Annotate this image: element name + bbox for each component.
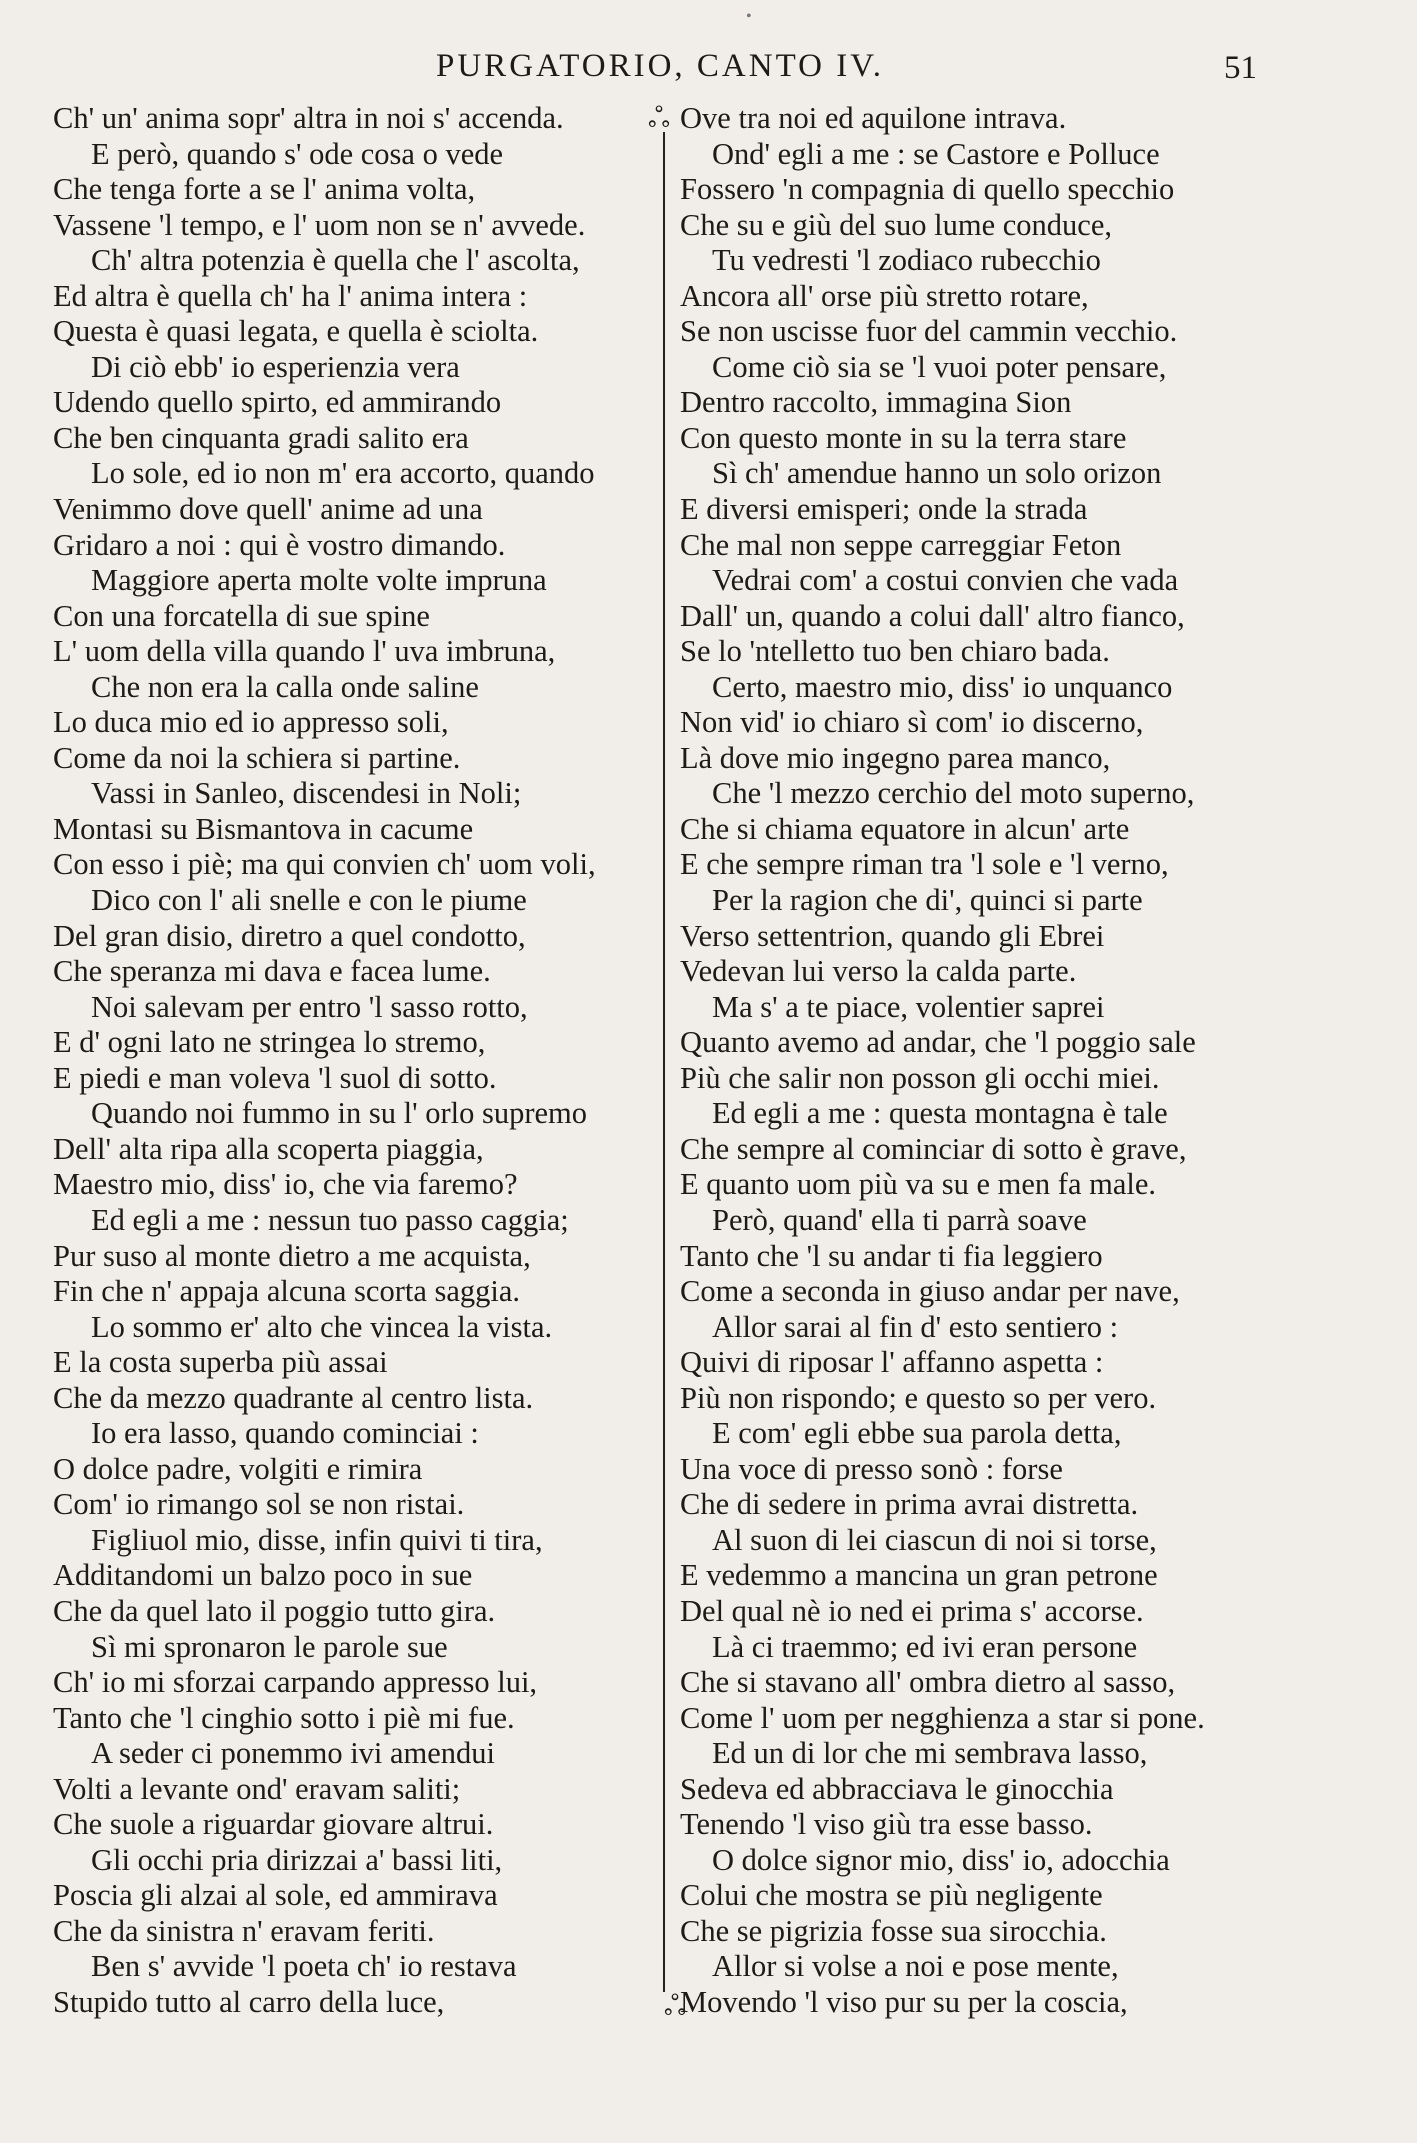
verse-line: Figliuol mio, disse, infin quivi ti tira, bbox=[91, 1522, 543, 1557]
verse-line: Che di sedere in prima avrai distretta. bbox=[680, 1487, 1139, 1522]
verse-line: E che sempre riman tra 'l sole e 'l verno, bbox=[680, 847, 1169, 882]
verse-line: Quando noi fummo in su l' orlo supremo bbox=[91, 1096, 587, 1131]
verse-line: Tenendo 'l viso giù tra esse basso. bbox=[680, 1807, 1093, 1842]
verse-line: Verso settentrion, quando gli Ebrei bbox=[680, 918, 1105, 953]
verse-line: Del gran disio, diretro a quel condotto, bbox=[53, 918, 526, 953]
running-head: PURGATORIO, CANTO IV. bbox=[436, 48, 885, 84]
verse-line: Ed altra è quella ch' ha l' anima intera : bbox=[53, 278, 528, 313]
left-column bbox=[53, 101, 673, 2021]
verse-line: Che su e giù del suo lume conduce, bbox=[680, 207, 1112, 242]
verse-line: Montasi su Bismantova in cacume bbox=[53, 811, 474, 846]
verse-line: Ben s' avvide 'l poeta ch' io restava bbox=[91, 1949, 517, 1984]
verse-line: Allor sarai al fin d' esto sentiero : bbox=[712, 1309, 1119, 1344]
verse-line: Con una forcatella di sue spine bbox=[53, 598, 430, 633]
verse-line: Dentro raccolto, immagina Sion bbox=[680, 385, 1072, 420]
verse-line: Poscia gli alzai al sole, ed ammirava bbox=[53, 1878, 498, 1913]
verse-line: Com' io rimango sol se non ristai. bbox=[53, 1487, 465, 1522]
ornament-top-icon: ஃ bbox=[648, 103, 670, 134]
column-divider bbox=[663, 132, 665, 1992]
verse-line: Dall' un, quando a colui dall' altro fianco, bbox=[680, 598, 1185, 633]
verse-line: Fin che n' appaja alcuna scorta saggia. bbox=[53, 1274, 521, 1309]
verse-line: E però, quando s' ode cosa o vede bbox=[91, 136, 504, 171]
right-column bbox=[676, 101, 1296, 2021]
verse-line: Del qual nè io ned ei prima s' accorse. bbox=[680, 1593, 1144, 1628]
verse-line: Però, quand' ella ti parrà soave bbox=[712, 1202, 1087, 1237]
verse-line: Maestro mio, diss' io, che via faremo? bbox=[53, 1167, 518, 1202]
verse-line: Vedevan lui verso la calda parte. bbox=[680, 954, 1077, 989]
verse-line: Con esso i piè; ma qui convien ch' uom voli, bbox=[53, 847, 596, 882]
verse-line: Che suole a riguardar giovare altrui. bbox=[53, 1807, 494, 1842]
verse-line: Che non era la calla onde saline bbox=[91, 669, 479, 704]
verse-line: Là ci traemmo; ed ivi eran persone bbox=[712, 1629, 1138, 1664]
verse-line: Volti a levante ond' eravam saliti; bbox=[53, 1771, 461, 1806]
verse-line: Vassi in Sanleo, discendesi in Noli; bbox=[91, 776, 522, 811]
verse-line: Che sempre al cominciar di sotto è grave, bbox=[680, 1131, 1187, 1166]
verse-line: Noi salevam per entro 'l sasso rotto, bbox=[91, 989, 528, 1024]
verse-line: Ancora all' orse più stretto rotare, bbox=[680, 278, 1089, 313]
verse-line: Ch' altra potenzia è quella che l' ascolta, bbox=[91, 243, 580, 278]
verse-line: Fossero 'n compagnia di quello specchio bbox=[680, 172, 1175, 207]
verse-line: L' uom della villa quando l' uva imbruna, bbox=[53, 634, 556, 669]
verse-line: Più che salir non posson gli occhi miei. bbox=[680, 1060, 1160, 1095]
verse-line: Colui che mostra se più negligente bbox=[680, 1878, 1103, 1913]
verse-line: Dell' alta ripa alla scoperta piaggia, bbox=[53, 1131, 484, 1166]
verse-line: Tu vedresti 'l zodiaco rubecchio bbox=[712, 243, 1101, 278]
verse-line: E piedi e man voleva 'l suol di sotto. bbox=[53, 1060, 497, 1095]
verse-line: Che da quel lato il poggio tutto gira. bbox=[53, 1593, 496, 1628]
verse-line: Che da sinistra n' eravam feriti. bbox=[53, 1913, 435, 1948]
verse-line: Quanto avemo ad andar, che 'l poggio sale bbox=[680, 1025, 1196, 1060]
verse-line: Là dove mio ingegno parea manco, bbox=[680, 740, 1111, 775]
verse-line: Lo duca mio ed io appresso soli, bbox=[53, 705, 449, 740]
verse-line: Che si chiama equatore in alcun' arte bbox=[680, 811, 1130, 846]
verse-line: Tanto che 'l su andar ti fia leggiero bbox=[680, 1238, 1103, 1273]
verse-line: Questa è quasi legata, e quella è sciolta. bbox=[53, 314, 539, 349]
verse-line: Vassene 'l tempo, e l' uom non se n' avvede. bbox=[53, 207, 586, 242]
verse-line: Una voce di presso sonò : forse bbox=[680, 1451, 1063, 1486]
top-mark: • bbox=[746, 8, 752, 25]
verse-line: Additandomi un balzo poco in sue bbox=[53, 1558, 473, 1593]
verse-line: E d' ogni lato ne stringea lo stremo, bbox=[53, 1025, 486, 1060]
verse-line: Ed un di lor che mi sembrava lasso, bbox=[712, 1736, 1148, 1771]
verse-line: Maggiore aperta molte volte impruna bbox=[91, 563, 547, 598]
verse-line: Che 'l mezzo cerchio del moto superno, bbox=[712, 776, 1195, 811]
verse-line: E diversi emisperi; onde la strada bbox=[680, 492, 1088, 527]
verse-line: Io era lasso, quando cominciai : bbox=[91, 1416, 479, 1451]
verse-line: Sì ch' amendue hanno un solo orizon bbox=[712, 456, 1162, 491]
verse-line: Se non uscisse fuor del cammin vecchio. bbox=[680, 314, 1178, 349]
verse-line: A seder ci ponemmo ivi amendui bbox=[91, 1736, 496, 1771]
verse-line: O dolce signor mio, diss' io, adocchia bbox=[712, 1842, 1170, 1877]
verse-line: Movendo 'l viso pur su per la coscia, bbox=[680, 1984, 1128, 2019]
page-number: 51 bbox=[1224, 50, 1257, 86]
verse-line: Non vid' io chiaro sì com' io discerno, bbox=[680, 705, 1144, 740]
verse-line: Sì mi spronaron le parole sue bbox=[91, 1629, 448, 1664]
verse-line: Che ben cinquanta gradi salito era bbox=[53, 420, 469, 455]
verse-line: Con questo monte in su la terra stare bbox=[680, 420, 1127, 455]
verse-line: Ch' un' anima sopr' altra in noi s' accenda. bbox=[53, 101, 564, 135]
verse-line: Che da mezzo quadrante al centro lista. bbox=[53, 1380, 534, 1415]
verse-line: Lo sommo er' alto che vincea la vista. bbox=[91, 1309, 553, 1344]
verse-line: Certo, maestro mio, diss' io unquanco bbox=[712, 669, 1173, 704]
verse-line: Più non rispondo; e questo so per vero. bbox=[680, 1380, 1157, 1415]
verse-line: Come l' uom per negghienza a star si pone. bbox=[680, 1700, 1205, 1735]
verse-line: Sedeva ed abbracciava le ginocchia bbox=[680, 1771, 1114, 1806]
verse-line: Per la ragion che di', quinci si parte bbox=[712, 883, 1143, 918]
verse-line: Che tenga forte a se l' anima volta, bbox=[53, 172, 476, 207]
verse-line: Al suon di lei ciascun di noi si torse, bbox=[712, 1522, 1157, 1557]
verse-line: Lo sole, ed io non m' era accorto, quando bbox=[91, 456, 595, 491]
verse-line: Stupido tutto al carro della luce, bbox=[53, 1984, 445, 2019]
verse-line: Ma s' a te piace, volentier saprei bbox=[712, 989, 1105, 1024]
verse-line: Ove tra noi ed aquilone intrava. bbox=[680, 101, 1067, 135]
verse-line: Ed egli a me : nessun tuo passo caggia; bbox=[91, 1202, 569, 1237]
verse-line: E com' egli ebbe sua parola detta, bbox=[712, 1416, 1122, 1451]
verse-line: E vedemmo a mancina un gran petrone bbox=[680, 1558, 1158, 1593]
verse-line: Dico con l' ali snelle e con le piume bbox=[91, 883, 527, 918]
verse-line: Ond' egli a me : se Castore e Polluce bbox=[712, 136, 1160, 171]
verse-line: Venimmo dove quell' anime ad una bbox=[53, 492, 483, 527]
verse-line: Udendo quello spirto, ed ammirando bbox=[53, 385, 502, 420]
verse-line: Ch' io mi sforzai carpando appresso lui, bbox=[53, 1665, 538, 1700]
verse-line: Che speranza mi dava e facea lume. bbox=[53, 954, 491, 989]
verse-line: E la costa superba più assai bbox=[53, 1345, 388, 1380]
verse-line: Gridaro a noi : qui è vostro dimando. bbox=[53, 527, 506, 562]
ornament-bottom-icon: ஃ bbox=[664, 1991, 686, 2022]
verse-line: Che se pigrizia fosse sua sirocchia. bbox=[680, 1913, 1107, 1948]
verse-line: Pur suso al monte dietro a me acquista, bbox=[53, 1238, 531, 1273]
verse-line: Che si stavano all' ombra dietro al sasso, bbox=[680, 1665, 1176, 1700]
verse-line: Tanto che 'l cinghio sotto i piè mi fue. bbox=[53, 1700, 515, 1735]
verse-line: Quivi di riposar l' affanno aspetta : bbox=[680, 1345, 1104, 1380]
verse-line: Che mal non seppe carreggiar Feton bbox=[680, 527, 1122, 562]
verse-line: Di ciò ebb' io esperienzia vera bbox=[91, 349, 460, 384]
verse-line: Allor si volse a noi e pose mente, bbox=[712, 1949, 1119, 1984]
verse-line: Come a seconda in giuso andar per nave, bbox=[680, 1274, 1180, 1309]
verse-line: O dolce padre, volgiti e rimira bbox=[53, 1451, 423, 1486]
verse-line: Vedrai com' a costui convien che vada bbox=[712, 563, 1179, 598]
verse-line: Se lo 'ntelletto tuo ben chiaro bada. bbox=[680, 634, 1110, 669]
verse-line: E quanto uom più va su e men fa male. bbox=[680, 1167, 1157, 1202]
verse-line: Come ciò sia se 'l vuoi poter pensare, bbox=[712, 349, 1167, 384]
verse-line: Ed egli a me : questa montagna è tale bbox=[712, 1096, 1168, 1131]
verse-line: Gli occhi pria dirizzai a' bassi liti, bbox=[91, 1842, 503, 1877]
verse-line: Come da noi la schiera si partine. bbox=[53, 740, 461, 775]
